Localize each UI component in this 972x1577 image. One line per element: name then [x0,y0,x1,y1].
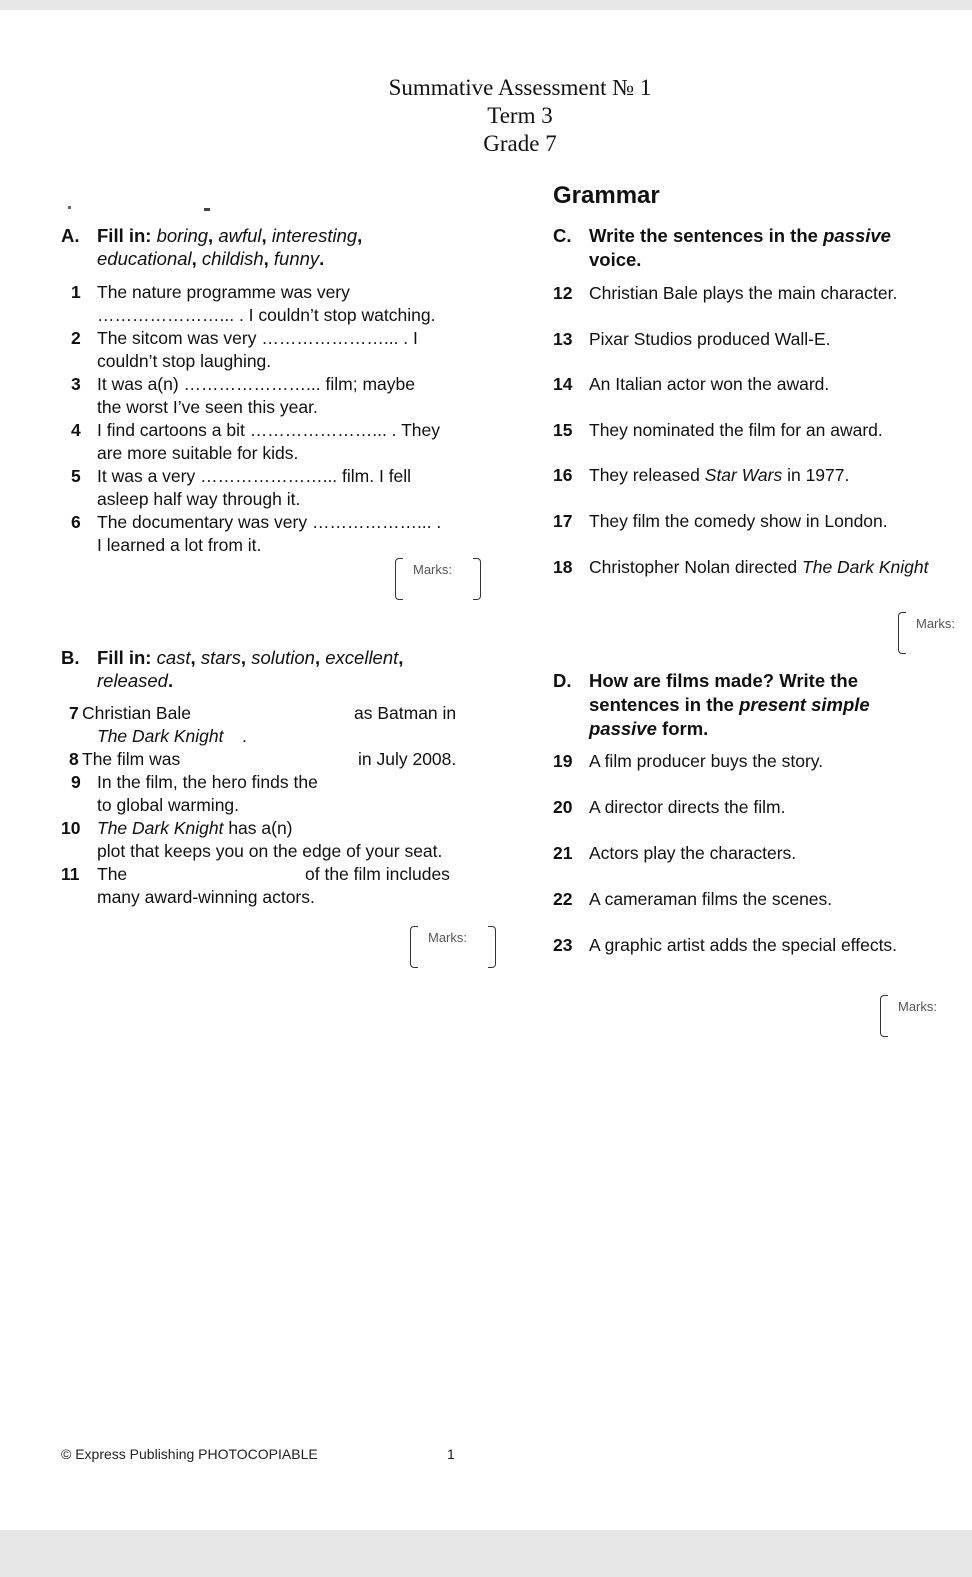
question-item: A director directs the film. [589,797,786,817]
worksheet-page: Summative Assessment № 1 Term 3 Grade 7 Grammar A. Fill in: boring, awful, interesting, educational, childish, funny. 1 The nature programme was very …………………... . I couldn’t stop watching. 2 The sitcom was very …………………... . I couldn’t stop laughing. 3 It was a(n) …………………... film; maybe the worst I’ve seen this year. 4 I find cartoons a bit …………………... . They are more suitable for kids. 5 It was a very …………………... film. I fell asleep half way through it. 6 The documentary was very ………………... . I learned a lot from it. Marks: B. Fill in: cast, stars, solution, excellent, released. 7 Christian Bale as Batman in The Dark Knight . 8 The film was in July 2008. 9 In the film, the hero finds the to global warming. 10 The Dark Knight has a(n) plot that keeps you on the edge of your seat. 11 The of the film includes many award-winning actors. Marks: C. Write the sentences in the passive voice. 12 Christian Bale plays the main character. 13 Pixar Studios produced Wall-E. 14 An Italian actor won the award. 15 They nominated the film for an award. 16 They released Star Wars in 1977. 17 They film the comedy show in London. 18 Christopher Nolan directed The Dark Knight Marks: D. How are films made? Write the sentences in the present simple passive form. 19 A film producer buys the story. 20 A director directs the film. 21 Actors play the characters. 22 A cameraman films the scenes. 23 A graphic artist adds the special effects. Marks: © Express Publishing PHOTOCOPIABLE 1 [0,10,972,1530]
marks-box-a[interactable]: Marks: [395,558,481,596]
question-item: A cameraman films the scenes. [589,889,833,909]
section-b-instructions: B. Fill in: cast, stars, solution, excellent, released. [61,647,404,691]
publisher-footer: © Express Publishing PHOTOCOPIABLE [61,1446,318,1462]
word-stars: stars [200,647,241,668]
section-a-instructions: A. Fill in: boring, awful, interesting, educational, childish, funny. [61,225,363,269]
word-childish: childish [201,248,264,269]
question-item: They nominated the film for an award. [589,420,883,440]
question-item: They film the comedy show in London. [589,511,888,531]
question-item: Christian Bale plays the main character. [589,283,898,303]
marks-box-c[interactable]: Marks: [898,612,972,650]
scan-mark [68,206,71,209]
grammar-heading: Grammar [553,182,660,209]
section-d-instructions: D. How are films made? Write the sentences in the present simple passive form. [553,670,870,739]
section-c-instructions: C. Write the sentences in the passive voice. [553,225,891,270]
term-label: Term 3 [487,103,553,128]
word-educational: educational [97,248,192,269]
question-item: Actors play the characters. [589,843,797,863]
question-item: Pixar Studios produced Wall-E. [589,329,831,349]
word-funny: funny [273,248,320,269]
marks-box-d[interactable]: Marks: [880,995,970,1033]
question-item: A film producer buys the story. [589,751,824,771]
grade-label: Grade 7 [483,131,557,156]
assessment-title: Summative Assessment № 1 [388,75,652,100]
question-item: They released Star Wars in 1977. [589,465,850,485]
scan-mark [204,208,210,211]
question-item: Christopher Nolan directed The Dark Knight [589,557,929,577]
marks-box-b[interactable]: Marks: [410,926,496,964]
page-number: 1 [447,1446,455,1462]
word-awful: awful [218,225,262,246]
word-cast: cast [156,647,191,668]
word-boring: boring [156,225,209,246]
word-solution: solution [251,647,315,668]
word-released: released [97,670,168,691]
word-excellent: excellent [325,647,399,668]
word-interesting: interesting [271,225,358,246]
question-item: An Italian actor won the award. [589,374,830,394]
question-item: A graphic artist adds the special effects. [589,935,898,955]
